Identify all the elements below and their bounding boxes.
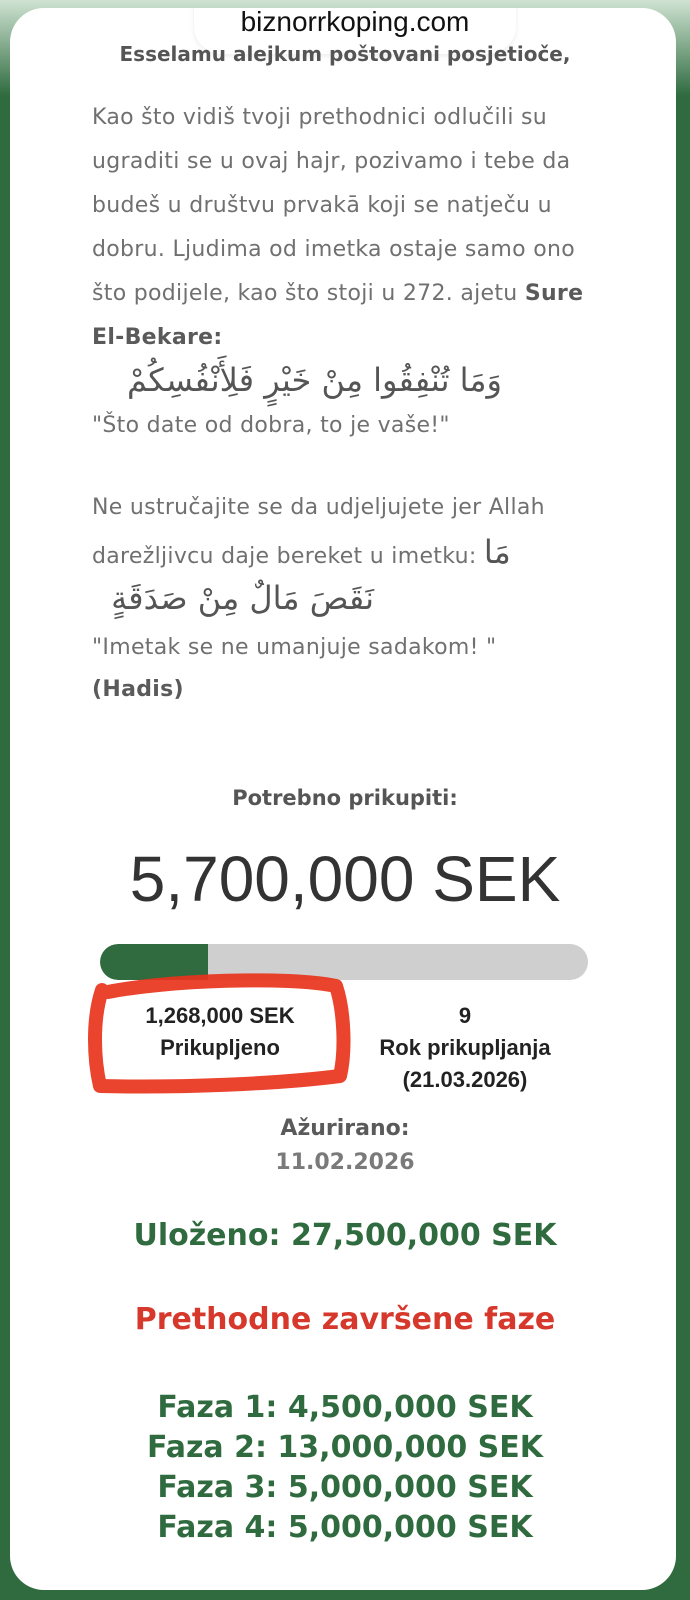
deadline-stat (360, 1000, 570, 1096)
ayah-arabic: وَمَا تُنْفِقُوا مِنْ خَيْرٍ فَلِأَنْفُسِكُمْ (127, 361, 502, 399)
progress-bar (100, 944, 588, 980)
goal-label: Potrebno prikupiti: (232, 786, 458, 810)
updated-date: 11.02.2026 (275, 1150, 415, 1175)
hadith-arabic: نَقَصَ مَالٌ مِنْ صَدَقَةٍ (111, 579, 374, 617)
deadline-date: (21.03.2026) (402, 1067, 528, 1092)
second-text: Ne ustručajite se da udjeljujete jer Allah darežljivcu daje bereket u imetku: (92, 495, 545, 569)
phases-list (0, 1388, 690, 1548)
hadith-source: (Hadis) (92, 677, 184, 702)
collected-label: Prikupljeno (160, 1035, 280, 1060)
goal-amount: 5,700,000 SEK (129, 843, 561, 915)
sura-name: Sure El-Bekare: (92, 281, 584, 350)
previous-phases-title: Prethodne završene faze (134, 1302, 556, 1337)
collected-stat (120, 1000, 320, 1064)
intro-text: Kao što vidiš tvoji prethodnici odlučili su ugraditi se u ovaj hajr, pozivamo i tebe da budeš u društvu prvakā koji se natječu u dobru. Ljudima od imetka ostaje samo ono što podijele, kao što stoji u 272. ajetu (92, 105, 575, 306)
collected-amount: 1,268,000 SEK (145, 1003, 295, 1028)
updated-label: Ažurirano: (280, 1116, 410, 1141)
phase-item: Faza 4: 5,000,000 SEK (157, 1510, 533, 1545)
hadith-translation: "Imetak se ne umanjuje sadakom! " (92, 635, 497, 660)
ayah-translation: "Što date od dobra, to je vaše!" (92, 413, 450, 438)
hadith-arabic-start: مَا (483, 533, 511, 571)
intro-paragraph (92, 96, 602, 360)
second-paragraph (92, 486, 602, 579)
days-left: 9 (458, 1003, 472, 1028)
invested-total: Uloženo: 27,500,000 SEK (133, 1218, 557, 1253)
greeting-text: Esselamu alejkum poštovani posjetioče, (119, 42, 571, 66)
phase-item: Faza 3: 5,000,000 SEK (157, 1470, 533, 1505)
address-url: biznorrkoping.com (240, 8, 470, 37)
phase-item: Faza 1: 4,500,000 SEK (157, 1390, 533, 1425)
progress-fill (100, 944, 208, 980)
deadline-label: Rok prikupljanja (379, 1035, 551, 1060)
phase-item: Faza 2: 13,000,000 SEK (146, 1430, 544, 1465)
